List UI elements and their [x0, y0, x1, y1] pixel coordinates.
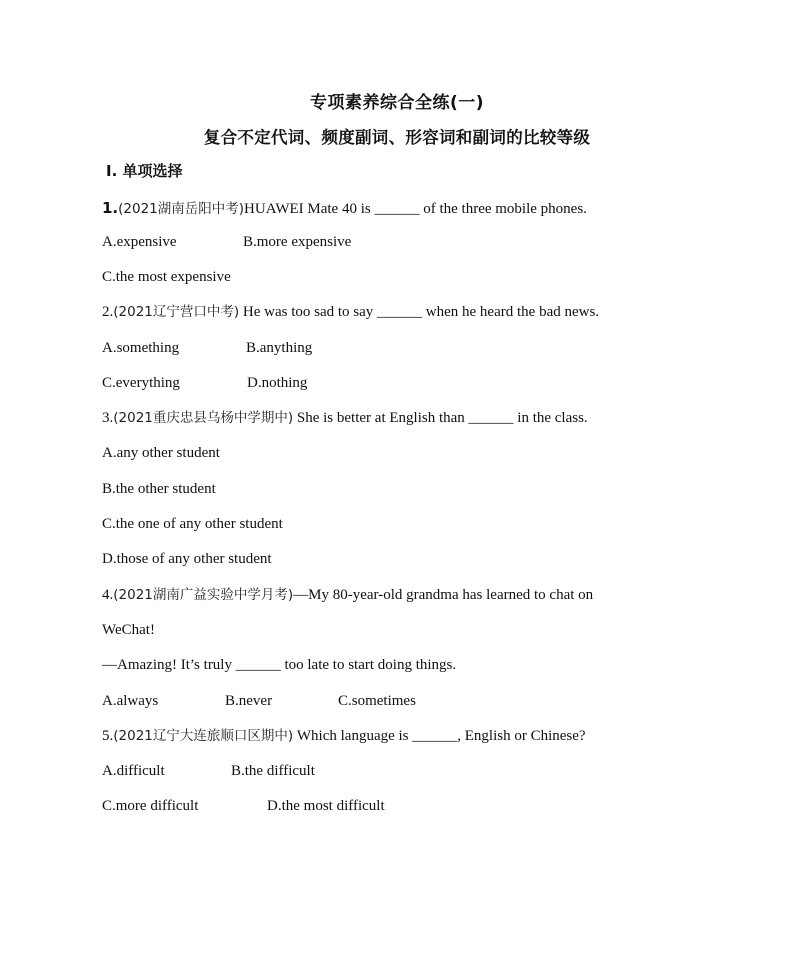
- question-number: 2.: [102, 304, 114, 320]
- option-b: B.the difficult: [231, 763, 315, 779]
- question-stem: He was too sad to say ______ when he heard the bad news.: [239, 304, 600, 320]
- question-5: [102, 726, 586, 746]
- question-number: 1.: [102, 199, 119, 217]
- question-1: [102, 198, 587, 219]
- question-source: (2021湖南岳阳中考): [118, 201, 245, 217]
- option-a: A.any other student: [102, 445, 220, 461]
- option-a: A.difficult: [102, 763, 165, 779]
- option-c: C.more difficult: [102, 798, 199, 814]
- option-a: A.expensive: [102, 234, 177, 250]
- option-a: A.something: [102, 340, 180, 356]
- question-stem: —My 80-year-old grandma has learned to chat on: [293, 587, 594, 603]
- option-a: A.always: [102, 693, 159, 709]
- option-b: B.anything: [246, 340, 313, 356]
- option-d: D.nothing: [247, 375, 308, 391]
- page-subtitle: 复合不定代词、频度副词、形容词和副词的比较等级: [203, 128, 591, 147]
- question-2: [102, 302, 599, 322]
- question-source: (2021重庆忠县乌杨中学期中): [113, 410, 294, 426]
- question-number: 5.: [102, 728, 114, 744]
- question-reply: —Amazing! It’s truly ______ too late to start doing things.: [102, 657, 457, 673]
- question-number: 4.: [102, 587, 114, 603]
- question-stem: HUAWEI Mate 40 is ______ of the three mobile phones.: [244, 201, 587, 217]
- question-3: [102, 408, 588, 428]
- option-b: B.never: [225, 693, 273, 709]
- page-title: 专项素养综合全练(一): [309, 93, 485, 113]
- option-c: C.the most expensive: [102, 269, 231, 285]
- question-source: (2021湖南广益实验中学月考): [113, 587, 294, 603]
- option-d: D.the most difficult: [267, 798, 385, 814]
- question-source: (2021辽宁营口中考): [113, 304, 240, 320]
- question-stem: Which language is ______, English or Chinese?: [293, 728, 586, 744]
- option-c: C.sometimes: [338, 693, 416, 709]
- option-d: D.those of any other student: [102, 551, 272, 567]
- question-4: [102, 585, 593, 605]
- question-number: 3.: [102, 410, 114, 426]
- section-heading: Ⅰ. 单项选择: [106, 162, 183, 180]
- question-source: (2021辽宁大连旅顺口区期中): [113, 728, 294, 744]
- question-stem-continued: WeChat!: [102, 622, 155, 638]
- option-c: C.everything: [102, 375, 180, 391]
- option-b: B.more expensive: [243, 234, 352, 250]
- option-c: C.the one of any other student: [102, 516, 283, 532]
- option-b: B.the other student: [102, 481, 216, 497]
- question-stem: She is better at English than ______ in the class.: [293, 410, 588, 426]
